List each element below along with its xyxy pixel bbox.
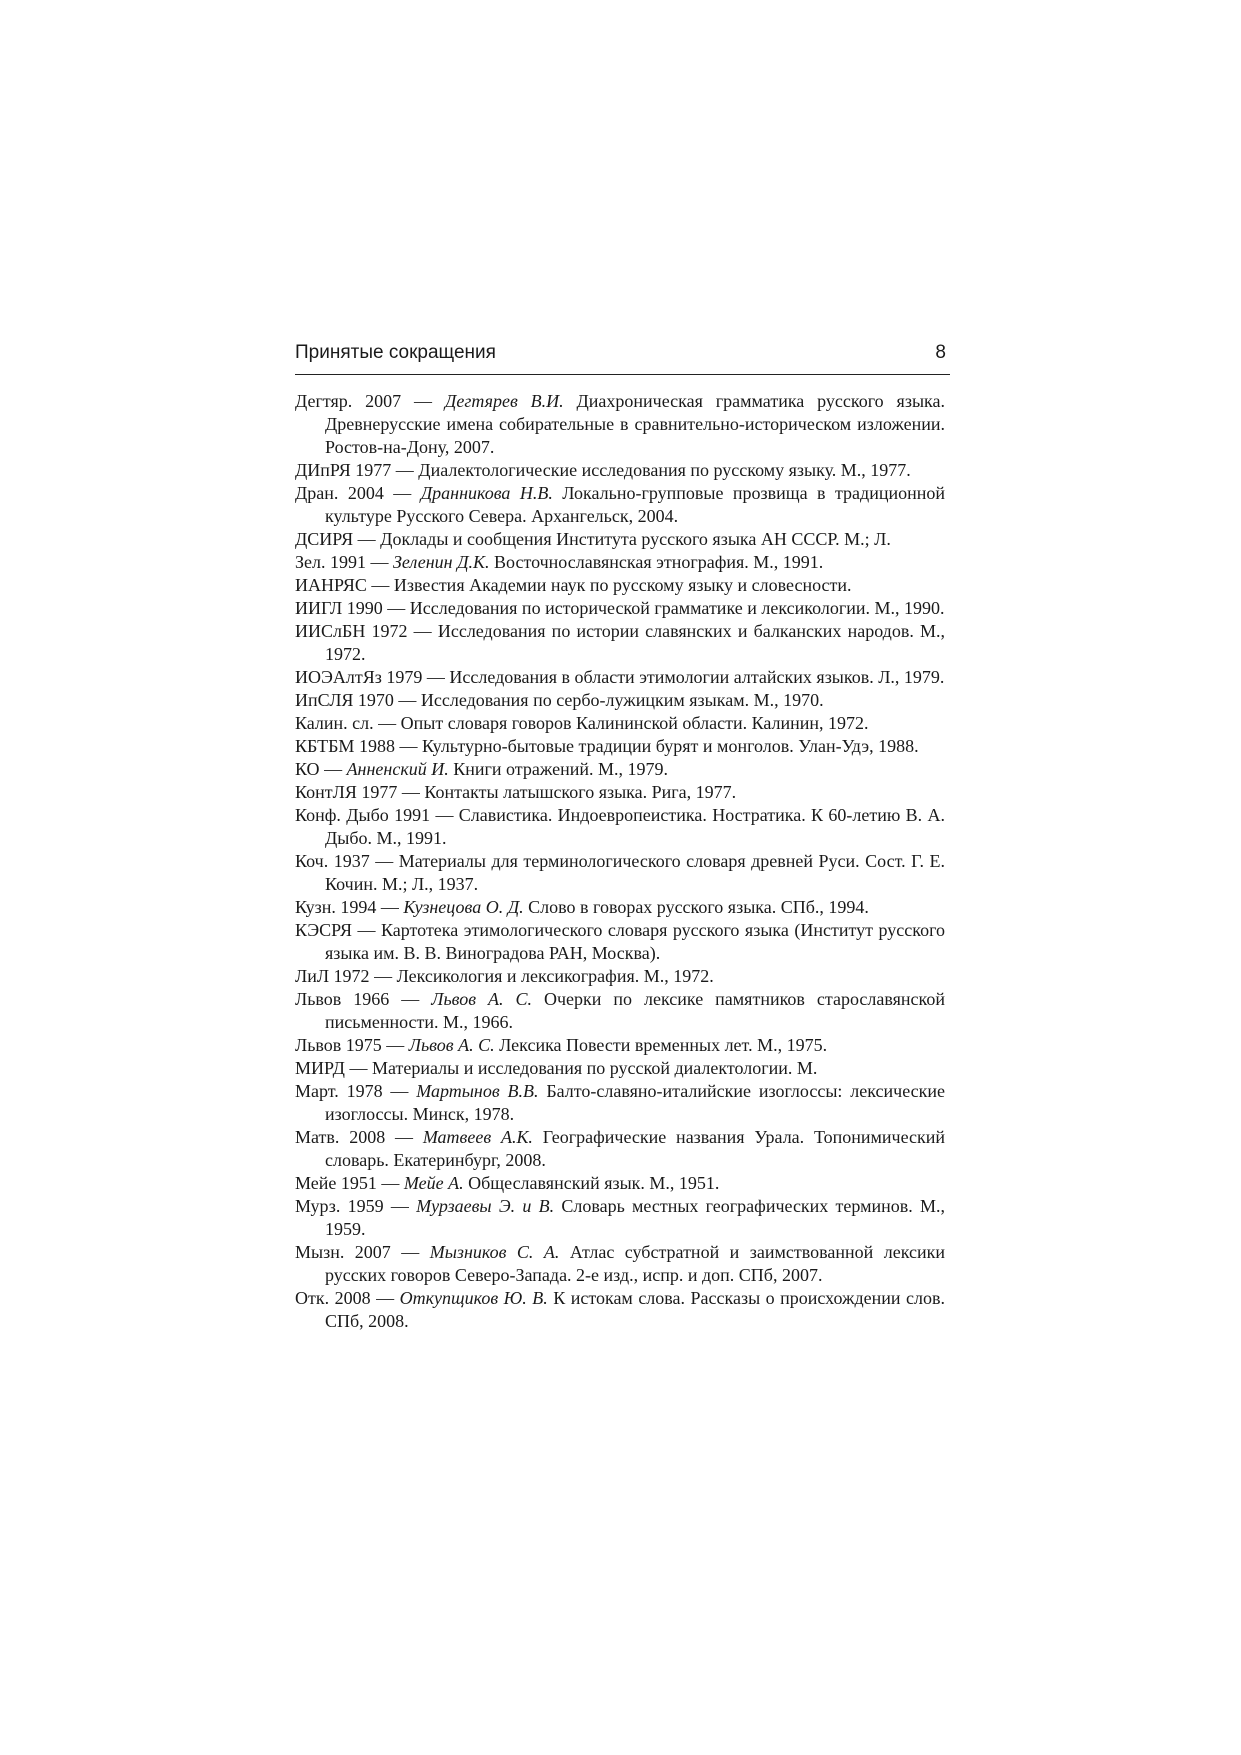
- abbreviation-entry: Матв. 2008 — Матвеев А.К. Географические названия Урала. Топонимический словарь. Екатеринбург, 2008.: [295, 1127, 946, 1170]
- abbreviation-entry: Калин. сл. — Опыт словаря говоров Калининской области. Калинин, 1972.: [295, 713, 869, 733]
- abbreviation-entry: ИОЭАлтЯз 1979 — Исследования в области этимологии алтайских языков. Л., 1979.: [295, 667, 945, 687]
- entry-description: Контакты латышского языка. Рига, 1977.: [424, 782, 737, 802]
- entry-description: Диалектологические исследования по русскому языку. М., 1977.: [418, 460, 911, 480]
- entry-description: Исследования по истории славянских и балканских народов. М., 1972.: [325, 621, 946, 664]
- entry-author: Мызников С. А.: [429, 1242, 560, 1262]
- entry-description: Картотека этимологического словаря русского языка (Институт русского языка им. В. В. Виноградова РАН, Москва).: [325, 920, 946, 963]
- abbreviation-entry: ИАНРЯС — Известия Академии наук по русскому языку и словесности.: [295, 575, 852, 595]
- entry-description: Исследования в области этимологии алтайских языков. Л., 1979.: [449, 667, 945, 687]
- abbreviation-entry: Дран. 2004 — Дранникова Н.В. Локально-групповые прозвища в традиционной культуре Русского Севера. Архангельск, 2004.: [295, 483, 946, 526]
- entry-abbreviation: ДСИРЯ: [295, 529, 354, 549]
- entry-description: Опыт словаря говоров Калининской области. Калинин, 1972.: [400, 713, 869, 733]
- entry-abbreviation: Зел. 1991: [295, 552, 366, 572]
- entry-description: Восточнославянская этнография. М., 1991.: [494, 552, 824, 572]
- entry-description: Географические названия Урала. Топонимический словарь. Екатеринбург, 2008.: [325, 1127, 946, 1170]
- entry-abbreviation: КО: [295, 759, 320, 779]
- entry-abbreviation: Матв. 2008: [295, 1127, 386, 1147]
- entry-author: Дранникова Н.В.: [420, 483, 553, 503]
- entry-author: Зеленин Д.К.: [393, 552, 490, 572]
- entry-abbreviation: Мурз. 1959: [295, 1196, 384, 1216]
- entry-abbreviation: Отк. 2008: [295, 1288, 371, 1308]
- entry-abbreviation: Калин. сл.: [295, 713, 374, 733]
- entry-abbreviation: Мызн. 2007: [295, 1242, 391, 1262]
- abbreviation-entry: Коч. 1937 — Материалы для терминологического словаря древней Руси. Сост. Г. Е. Кочин. М.; Л., 1937.: [295, 851, 945, 894]
- abbreviation-entry: Мурз. 1959 — Мурзаевы Э. и В. Словарь местных географических терминов. М., 1959.: [295, 1196, 946, 1239]
- entry-abbreviation: КБТБМ 1988: [295, 736, 395, 756]
- entry-description: Словарь местных географических терминов. М., 1959.: [325, 1196, 946, 1239]
- entry-author: Дегтярев В.И.: [444, 391, 564, 411]
- abbreviation-entry: Март. 1978 — Мартынов В.В. Балто-славяно-италийские изоглоссы: лексические изоглоссы. Минск, 1978.: [295, 1081, 945, 1124]
- entry-author: Мейе А.: [403, 1173, 464, 1193]
- entry-abbreviation: Дран. 2004: [295, 483, 384, 503]
- entry-description: Лексика Повести временных лет. М., 1975.: [499, 1035, 828, 1055]
- abbreviation-entry: Зел. 1991 — Зеленин Д.К. Восточнославянская этнография. М., 1991.: [295, 552, 824, 572]
- entry-description: Исследования по исторической грамматике и лексикологии. М., 1990.: [409, 598, 945, 618]
- entry-description: Известия Академии наук по русскому языку и словесности.: [393, 575, 852, 595]
- entry-abbreviation: Львов 1966: [295, 989, 390, 1009]
- entry-description: Доклады и сообщения Института русского языка АН СССР. М.; Л.: [380, 529, 891, 549]
- abbreviation-entry: КонтЛЯ 1977 — Контакты латышского языка. Рига, 1977.: [295, 782, 737, 802]
- entry-author: Матвеев А.К.: [422, 1127, 533, 1147]
- page-number: 8: [935, 342, 946, 363]
- entry-description: Исследования по сербо-лужицким языкам. М., 1970.: [420, 690, 824, 710]
- entry-abbreviation: Коч. 1937: [295, 851, 370, 871]
- entry-author: Откупщиков Ю. В.: [399, 1288, 548, 1308]
- abbreviation-entry: Конф. Дыбо 1991 — Славистика. Индоевропеистика. Ностратика. К 60-летию В. А. Дыбо. М., 1991.: [295, 805, 945, 848]
- entry-abbreviation: ДИпРЯ 1977: [295, 460, 392, 480]
- entry-abbreviation: МИРД: [295, 1058, 345, 1078]
- abbreviation-entry: Отк. 2008 — Откупщиков Ю. В. К истокам слова. Рассказы о происхождении слов. СПб, 2008.: [295, 1288, 945, 1331]
- abbreviation-entry: Львов 1966 — Львов А. С. Очерки по лексике памятников старославянской письменности. М., 1966.: [295, 989, 945, 1032]
- abbreviation-entry: КБТБМ 1988 — Культурно-бытовые традиции бурят и монголов. Улан-Удэ, 1988.: [295, 736, 919, 756]
- entry-abbreviation: ИАНРЯС: [295, 575, 367, 595]
- abbreviation-entry: КЭСРЯ — Картотека этимологического словаря русского языка (Институт русского языка им. В. В. Виноградова РАН, Москва).: [295, 920, 946, 963]
- entry-abbreviation: ИОЭАлтЯз 1979: [295, 667, 423, 687]
- entry-description: Общеславянский язык. М., 1951.: [468, 1173, 720, 1193]
- entry-description: Славистика. Индоевропеистика. Ностратика. К 60-летию В. А. Дыбо. М., 1991.: [325, 805, 945, 848]
- entry-description: Культурно-бытовые традиции бурят и монголов. Улан-Удэ, 1988.: [421, 736, 919, 756]
- entry-description: Слово в говорах русского языка. СПб., 1994.: [528, 897, 869, 917]
- abbreviation-entry: Кузн. 1994 — Кузнецова О. Д. Слово в говорах русского языка. СПб., 1994.: [295, 897, 869, 917]
- entry-abbreviation: Март. 1978: [295, 1081, 383, 1101]
- entry-abbreviation: КЭСРЯ: [295, 920, 352, 940]
- entry-abbreviation: ИИГЛ 1990: [295, 598, 383, 618]
- entry-description: Очерки по лексике памятников старославянской письменности. М., 1966.: [325, 989, 945, 1032]
- entry-abbreviation: Мейе 1951: [295, 1173, 377, 1193]
- abbreviation-entry: Мызн. 2007 — Мызников С. А. Атлас субстратной и заимствованной лексики русских говоров Северо-Запада. 2-е изд., испр. и доп. СПб, 2007.: [295, 1242, 946, 1285]
- entry-description: Материалы и исследования по русской диалектологии. М.: [371, 1058, 818, 1078]
- entry-description: Локально-групповые прозвища в традиционной культуре Русского Севера. Архангельск, 2004.: [325, 483, 946, 526]
- entry-author: Мартынов В.В.: [416, 1081, 539, 1101]
- entry-abbreviation: Дегтяр. 2007: [295, 391, 402, 411]
- abbreviation-entry: ЛиЛ 1972 — Лексикология и лексикография. М., 1972.: [295, 966, 714, 986]
- running-header: [295, 340, 950, 375]
- entry-author: Анненский И.: [346, 759, 449, 779]
- entry-author: Кузнецова О. Д.: [403, 897, 524, 917]
- abbreviation-entry: ИпСЛЯ 1970 — Исследования по сербо-лужицким языкам. М., 1970.: [295, 690, 824, 710]
- entry-abbreviation: ИИСлБН 1972: [295, 621, 408, 641]
- entry-description: Материалы для терминологического словаря древней Руси. Сост. Г. Е. Кочин. М.; Л., 1937.: [325, 851, 945, 894]
- abbreviation-entry: Дегтяр. 2007 — Дегтярев В.И. Диахроническая грамматика русского языка. Древнерусские имена собирательные в сравнительно-историческом изложении. Ростов-на-Дону, 2007.: [295, 391, 945, 457]
- entry-author: Мурзаевы Э. и В.: [416, 1196, 555, 1216]
- entry-description: Балто-славяно-италийские изоглоссы: лексические изоглоссы. Минск, 1978.: [325, 1081, 945, 1124]
- abbreviation-entry: ИИГЛ 1990 — Исследования по исторической грамматике и лексикологии. М., 1990.: [295, 598, 945, 618]
- entry-description: Атлас субстратной и заимствованной лексики русских говоров Северо-Запада. 2-е изд., испр. и доп. СПб, 2007.: [325, 1242, 946, 1285]
- entry-abbreviation: КонтЛЯ 1977: [295, 782, 398, 802]
- abbreviation-entry: ДСИРЯ — Доклады и сообщения Института русского языка АН СССР. М.; Л.: [295, 529, 891, 549]
- section-title: Принятые сокращения: [295, 342, 496, 363]
- abbreviation-entry: КО — Анненский И. Книги отражений. М., 1979.: [295, 759, 668, 779]
- entry-abbreviation: ЛиЛ 1972: [295, 966, 370, 986]
- entry-abbreviation: ИпСЛЯ 1970: [295, 690, 394, 710]
- entry-author: Львов А. С.: [431, 989, 532, 1009]
- abbreviation-entry: Львов 1975 — Львов А. С. Лексика Повести временных лет. М., 1975.: [295, 1035, 828, 1055]
- entry-abbreviation: Кузн. 1994: [295, 897, 377, 917]
- abbreviation-entry: ИИСлБН 1972 — Исследования по истории славянских и балканских народов. М., 1972.: [295, 621, 946, 664]
- entry-description: Диахроническая грамматика русского языка. Древнерусские имена собирательные в сравнительно-историческом изложении. Ростов-на-Дону, 2007.: [325, 391, 945, 457]
- abbreviation-entry: ДИпРЯ 1977 — Диалектологические исследования по русскому языку. М., 1977.: [295, 460, 911, 480]
- entry-abbreviation: Львов 1975: [295, 1035, 382, 1055]
- entry-description: К истокам слова. Рассказы о происхождении слов. СПб, 2008.: [325, 1288, 945, 1331]
- entry-description: Лексикология и лексикография. М., 1972.: [396, 966, 714, 986]
- abbreviation-list: [295, 390, 945, 1333]
- entry-author: Львов А. С.: [408, 1035, 495, 1055]
- entry-description: Книги отражений. М., 1979.: [453, 759, 668, 779]
- abbreviation-entry: Мейе 1951 — Мейе А. Общеславянский язык. М., 1951.: [295, 1173, 720, 1193]
- abbreviation-entry: МИРД — Материалы и исследования по русской диалектологии. М.: [295, 1058, 818, 1078]
- entry-abbreviation: Конф. Дыбо 1991: [295, 805, 431, 825]
